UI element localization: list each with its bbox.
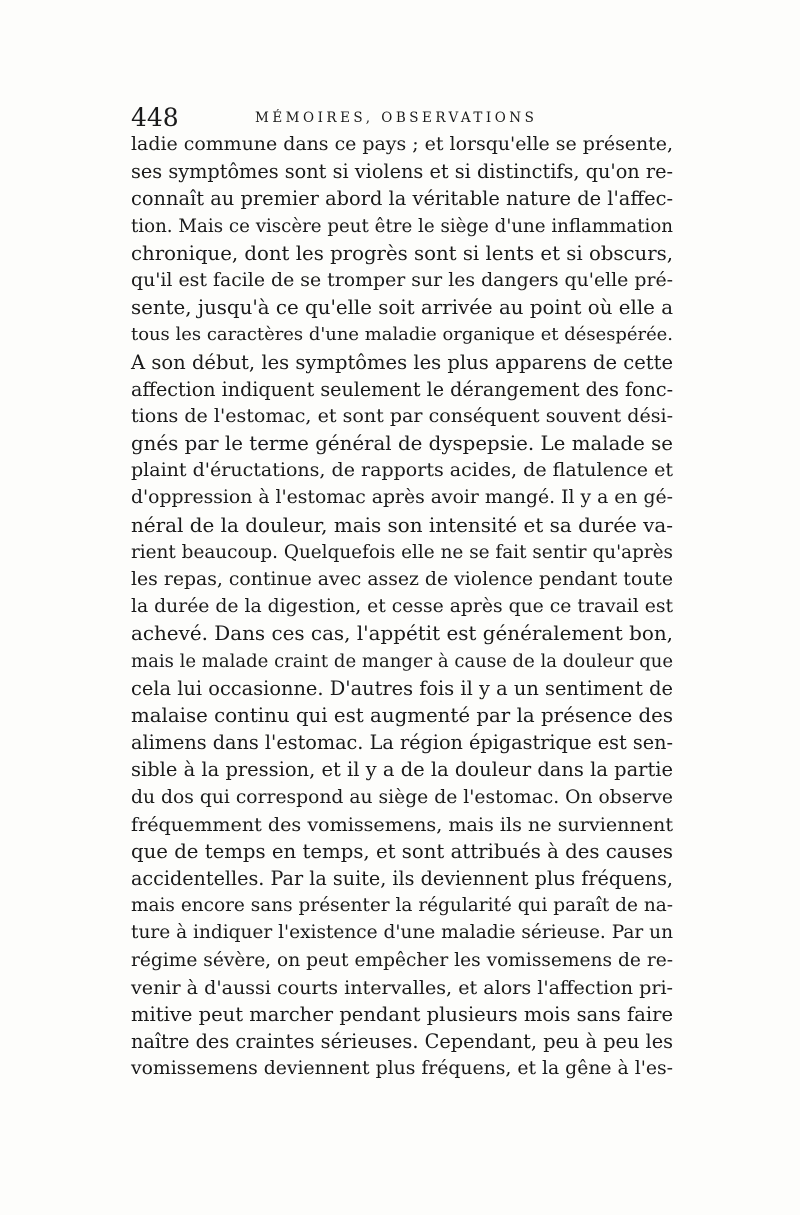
text-line: accidentelles. Par la suite, ils deviennent plus fréquens, <box>131 867 673 891</box>
text-line: naître des craintes sérieuses. Cependant, peu à peu les <box>131 1030 673 1054</box>
text-line: gnés par le terme général de dyspepsie. Le malade se <box>131 432 673 456</box>
body-text <box>131 131 673 1083</box>
text-line: ture à indiquer l'existence d'une maladie sérieuse. Par un <box>131 922 673 944</box>
text-line: ses symptômes sont si violens et si distinctifs, qu'on re- <box>131 160 673 184</box>
text-line: mais le malade craint de manger à cause de la douleur que <box>131 650 673 672</box>
text-line: tous les caractères d'une maladie organique et désespérée. <box>131 324 673 346</box>
text-line: la durée de la digestion, et cesse après que ce travail est <box>131 596 673 618</box>
text-line: tion. Mais ce viscère peut être le siège d'une inflammation <box>131 215 673 237</box>
text-line: alimens dans l'estomac. La région épigastrique est sen- <box>131 731 673 755</box>
text-line: rient beaucoup. Quelquefois elle ne se fait sentir qu'après <box>131 541 673 563</box>
text-line: néral de la douleur, mais son intensité et sa durée va- <box>131 513 673 537</box>
text-line: malaise continu qui est augmenté par la présence des <box>131 703 673 727</box>
text-line: mais encore sans présenter la régularité qui paraît de na- <box>131 895 673 917</box>
text-line: d'oppression à l'estomac après avoir mangé. Il y a en gé- <box>131 487 673 509</box>
text-line: connaît au premier abord la véritable nature de l'affec- <box>131 187 673 211</box>
text-line: qu'il est facile de se tromper sur les dangers qu'elle pré- <box>131 268 673 291</box>
text-line: achevé. Dans ces cas, l'appétit est généralement bon, <box>131 622 673 646</box>
text-line: affection indiquent seulement le dérangement des fonc- <box>131 377 674 401</box>
text-line: sente, jusqu'à ce qu'elle soit arrivée au point où elle a <box>131 296 673 320</box>
running-title: MÉMOIRES, OBSERVATIONS <box>255 110 538 126</box>
text-line: du dos qui correspond au siège de l'estomac. On observe <box>131 786 673 808</box>
text-line: fréquemment des vomissemens, mais ils ne surviennent <box>131 812 673 836</box>
text-line: mitive peut marcher pendant plusieurs mois sans faire <box>131 1003 673 1026</box>
text-line: vomissemens deviennent plus fréquens, et la gêne à l'es- <box>131 1058 673 1080</box>
text-line: régime sévère, on peut empêcher les vomissemens de re- <box>131 949 673 971</box>
text-line: venir à d'aussi courts intervalles, et alors l'affection pri- <box>131 975 673 999</box>
text-line: plaint d'éructations, de rapports acides, de flatulence et <box>131 459 673 482</box>
text-line: cela lui occasionne. D'autres fois il y a un sentiment de <box>131 676 673 700</box>
text-line: tions de l'estomac, et sont par conséquent souvent dési- <box>131 404 673 427</box>
text-line: sible à la pression, et il y a de la douleur dans la partie <box>131 758 673 782</box>
text-line: A son début, les symptômes les plus apparens de cette <box>131 350 673 374</box>
text-line: chronique, dont les progrès sont si lents et si obscurs, <box>131 241 673 265</box>
text-line: ladie commune dans ce pays ; et lorsqu'elle se présente, <box>131 133 673 155</box>
text-line: que de temps en temps, et sont attribués à des causes <box>131 839 674 863</box>
page-number: 448 <box>131 103 179 132</box>
text-line: les repas, continue avec assez de violence pendant toute <box>131 569 673 590</box>
